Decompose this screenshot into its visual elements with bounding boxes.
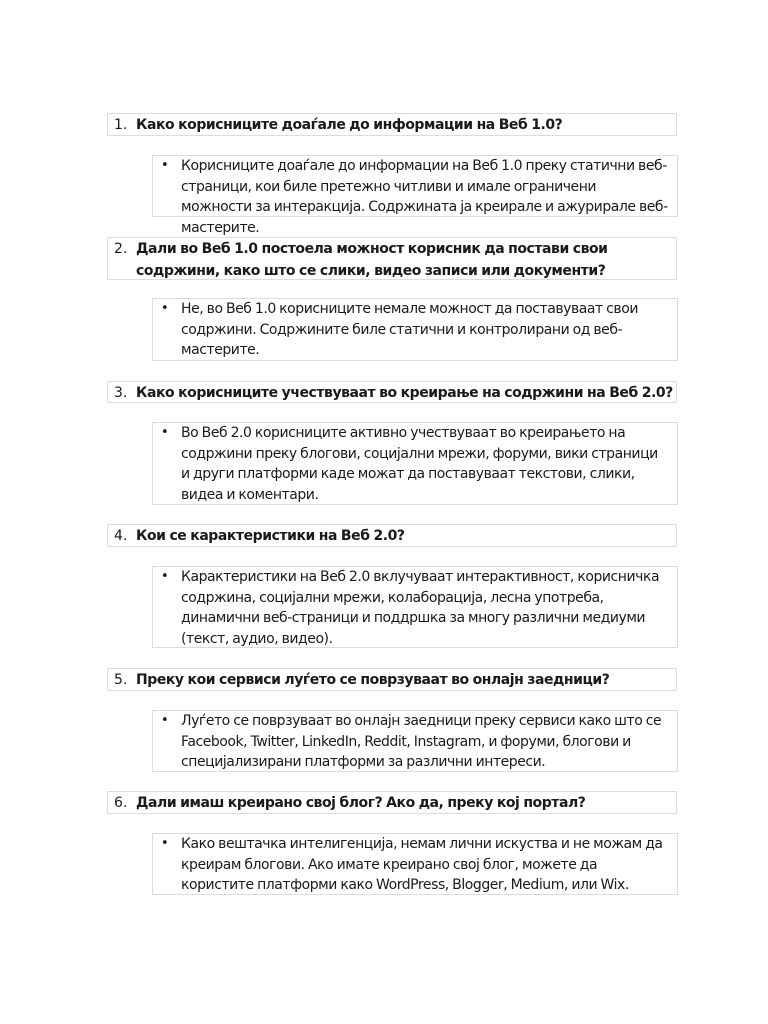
bullet-icon: • [161,301,169,316]
bullet-icon: • [161,713,169,728]
question-text: Како корисниците доаѓале до информации на Веб 1.0? [136,117,563,133]
question-number: 5. [114,672,128,688]
answer-text: Не, во Веб 1.0 корисниците немале можност да поставуваат свои содржини. Содржините биле статични и контролирани од веб-мастерите. [181,301,638,358]
question-number: 6. [114,795,128,811]
question-6 [107,791,677,814]
answer-4 [152,566,678,648]
question-2 [107,237,677,280]
question-text: Дали имаш креирано свој блог? Ако да, преку кој портал? [136,795,586,811]
question-text: Како корисниците учествуваат во креирање на содржини на Веб 2.0? [136,385,673,401]
question-number: 2. [114,241,128,257]
answer-6 [152,833,678,895]
answer-text: Во Веб 2.0 корисниците активно учествуваат во креирањето на содржини преку блогови, социјални мрежи, форуми, вики страници и други платформи каде можат да поставуваат текстови, слики, видеа и коментари. [181,425,658,503]
answer-2 [152,298,678,361]
bullet-icon: • [161,836,169,851]
bullet-icon: • [161,158,169,173]
answer-text: Луѓето се поврзуваат во онлајн заедници преку сервиси како што се Facebook, Twitter, LinkedIn, Reddit, Instagram, и форуми, блогови и специјализирани платформи за различни интереси. [181,713,662,770]
question-4 [107,524,677,547]
question-text: Кои се карактеристики на Веб 2.0? [136,528,405,544]
bullet-icon: • [161,569,169,584]
answer-1 [152,155,678,236]
question-1 [107,113,677,136]
question-number: 4. [114,528,128,544]
answer-text: Корисниците доаѓале до информации на Веб 1.0 преку статични веб-страници, кои биле претежно читливи и имале ограничени можности за интеракција. Содржината ја креирале и ажурирале веб-мастерите. [181,158,668,236]
question-number: 3. [114,385,128,401]
question-text: Дали во Веб 1.0 постоела можност корисник да постави свои содржини, како што се слики, видео записи или документи? [136,241,608,279]
answer-3 [152,422,678,505]
answer-text: Како вештачка интелигенција, немам лични искуства и не можам да креирам блогови. Ако имате креирано свој блог, можете да користите платформи како WordPress, Blogger, Medium, или Wix. [181,836,663,893]
question-text: Преку кои сервиси луѓето се поврзуваат во онлајн заедници? [136,672,610,688]
answer-5 [152,710,678,772]
question-3 [107,381,677,403]
bullet-icon: • [161,425,169,440]
answer-text: Карактеристики на Веб 2.0 вклучуваат интерактивност, корисничка содржина, социјални мрежи, колаборација, лесна употреба, динамични веб-страници и поддршка за многу различни медиуми (текст, аудио, видео). [181,569,660,647]
question-number: 1. [114,117,128,133]
question-5 [107,668,677,691]
